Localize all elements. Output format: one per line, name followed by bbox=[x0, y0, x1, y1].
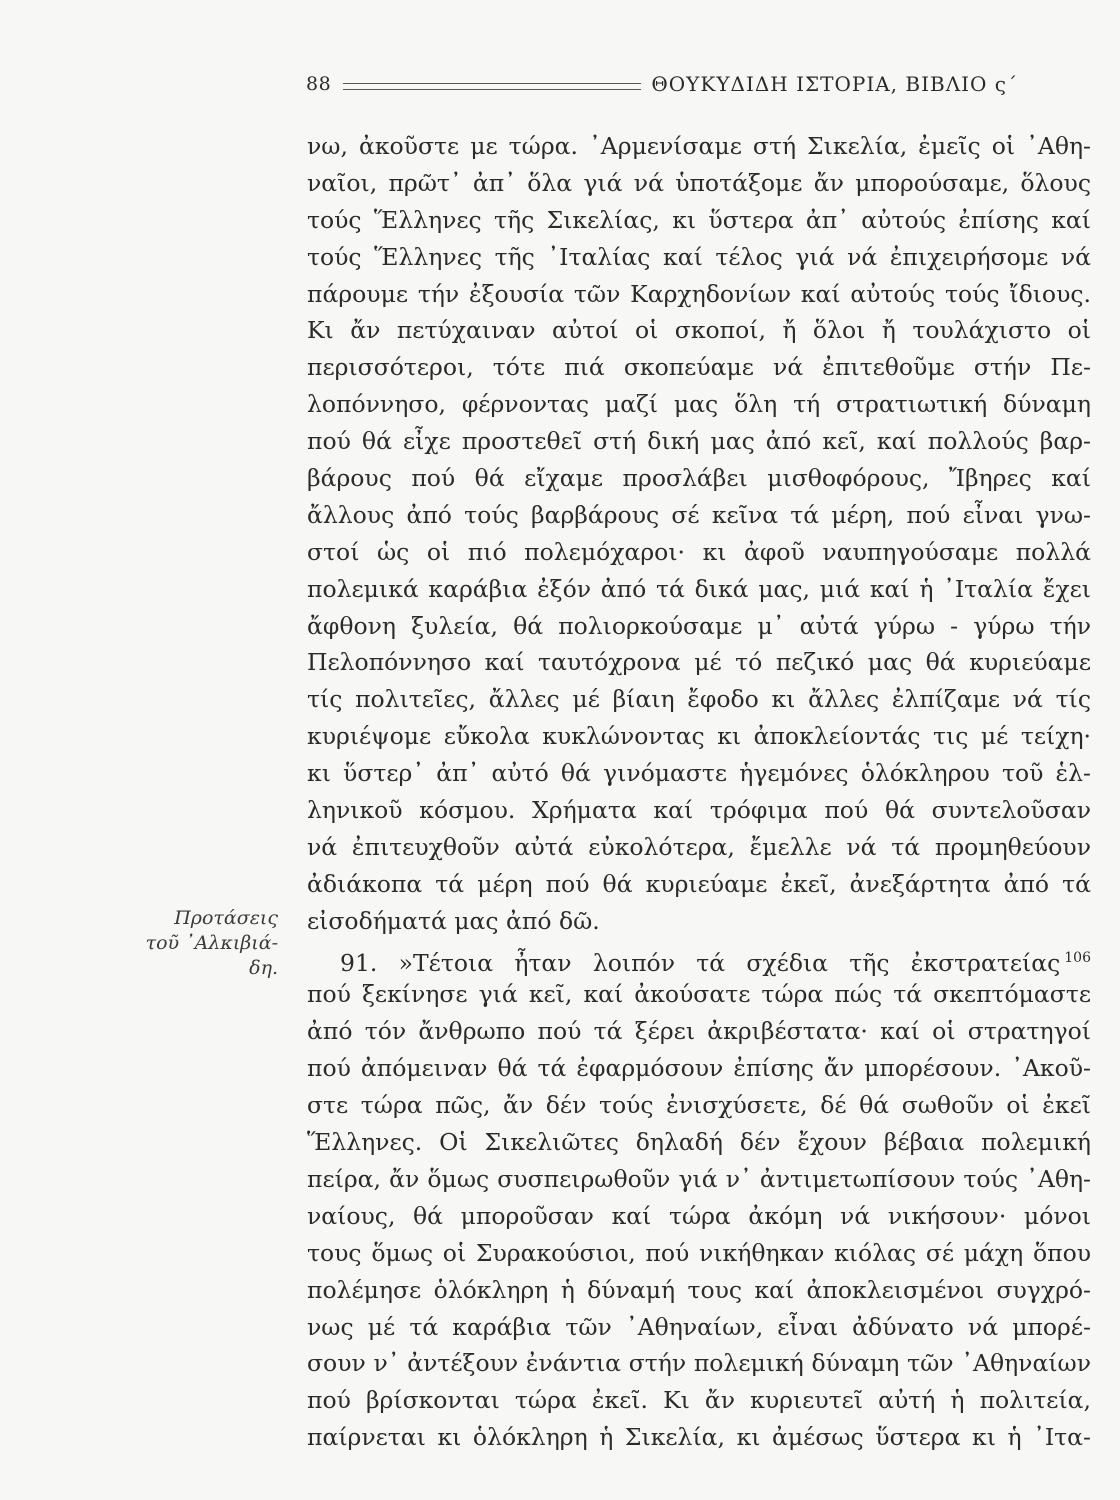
margin-note bbox=[130, 906, 278, 981]
body-text bbox=[307, 128, 1091, 1456]
text-line: στε τώρα πῶς, ἄν δέν τούς ἐνισχύσετε, δέ θά σωθοῦν οἱ ἐκεῖ bbox=[307, 1091, 1091, 1120]
text-line: ναίους, θά μποροῦσαν καί τώρα ἀκόμη νά νικήσουν· μόνοι bbox=[307, 1201, 1091, 1230]
text-line: πείρα, ἄν ὅμως συσπειρωθοῦν γιά ν᾿ ἀντιμετωπίσουν τούς ᾿Αθη- bbox=[307, 1164, 1091, 1193]
text-line: πού ξεκίνησε γιά κεῖ, καί ἀκούσατε τώρα πώς τά σκεπτόμαστε bbox=[307, 980, 1091, 1009]
margin-note-line: τοῦ ᾿Αλκιβιά- bbox=[145, 932, 278, 954]
text-line: Κι ἄν πετύχαιναν αὐτοί οἱ σκοποί, ἤ ὅλοι ἤ τουλάχιστο οἱ bbox=[307, 316, 1091, 345]
text-line: τούς Ἕλληνες τῆς ᾿Ιταλίας καί τέλος γιά νά ἐπιχειρήσομε νά bbox=[307, 242, 1091, 271]
text-line: παίρνεται κι ὁλόκληρη ἡ Σικελία, κι ἀμέσως ὕστερα κι ἡ ᾿Ιτα- bbox=[307, 1423, 1091, 1452]
text-line: περισσότεροι, τότε πιά σκοπεύαμε νά ἐπιτεθοῦμε στήν Πε- bbox=[307, 353, 1091, 382]
text-line: Ἕλληνες. Οἱ Σικελιῶτες δηλαδή δέν ἔχουν βέβαια πολεμική bbox=[307, 1128, 1091, 1157]
text-line: βάρους πού θά εἴχαμε προσλάβει μισθοφόρους, Ἴβηρες καί bbox=[307, 464, 1091, 493]
text-line: νω, ἀκοῦστε με τώρα. ᾿Αρμενίσαμε στή Σικελία, ἐμεῖς οἱ ᾿Αθη- bbox=[307, 132, 1091, 160]
text-line: ναῖοι, πρῶτ᾿ ἀπ᾿ ὅλα γιά νά ὑποτάξομε ἄν μπορούσαμε, ὅλους bbox=[307, 168, 1091, 197]
text-line: τίς πολιτεῖες, ἄλλες μέ βίαιη ἔφοδο κι ἄλλες ἐλπίζαμε νά τίς bbox=[307, 685, 1091, 714]
page-number: 88 bbox=[306, 73, 332, 95]
text-line: λοπόννησο, φέρνοντας μαζί μας ὅλη τή στρατιωτική δύναμη bbox=[307, 390, 1091, 419]
text-line: ἀδιάκοπα τά μέρη πού θά κυριεύαμε ἐκεῖ, ἀνεξάρτητα ἀπό τά bbox=[307, 869, 1091, 898]
running-title: ΘΟΥΚΥΔΙΔΗ ΙΣΤΟΡΙΑ, ΒΙΒΛΙΟ ς΄ bbox=[651, 72, 1018, 96]
text-line: ἄλλους ἀπό τούς βαρβάρους σέ κεῖνα τά μέρη, πού εἶναι γνω- bbox=[307, 500, 1091, 529]
text-line: πάρουμε τήν ἐξουσία τῶν Καρχηδονίων καί αὐτούς τούς ἴδιους. bbox=[307, 279, 1091, 308]
text-line: Πελοπόννησο καί ταυτόχρονα μέ τό πεζικό μας θά κυριεύαμε bbox=[307, 648, 1091, 677]
text-line: ληνικοῦ κόσμου. Χρήματα καί τρόφιμα πού θά συντελοῦσαν bbox=[307, 796, 1091, 825]
text-line-section-91 bbox=[307, 940, 1091, 977]
text-line: πού βρίσκονται τώρα ἐκεῖ. Κι ἄν κυριευτεῖ αὐτή ἡ πολιτεία, bbox=[307, 1386, 1091, 1415]
section-91-text: 91. »Τέτοια ἦταν λοιπόν τά σχέδια τῆς ἐκστρατείας bbox=[340, 948, 1061, 977]
text-line: κυριέψομε εὔκολα κυκλώνοντας κι ἀποκλείοντάς τις μέ τείχη· bbox=[307, 722, 1091, 751]
text-line: πού ἀπόμειναν θά τά ἐφαρμόσουν ἐπίσης ἄν μπορέσουν. ᾿Ακοῦ- bbox=[307, 1054, 1091, 1083]
header-double-rule bbox=[343, 83, 641, 90]
footnote-reference[interactable]: 106 bbox=[1064, 949, 1091, 966]
text-line: ἀπό τόν ἄνθρωπο πού τά ξέρει ἀκριβέστατα· καί οἱ στρατηγοί bbox=[307, 1017, 1091, 1046]
text-line: ἄφθονη ξυλεία, θά πολιορκούσαμε μ᾿ αὐτά γύρω - γύρω τήν bbox=[307, 611, 1091, 640]
text-line: νά ἐπιτευχθοῦν αὐτά εὐκολότερα, ἔμελλε νά τά προμηθεύουν bbox=[307, 832, 1091, 861]
text-line: τους ὅμως οἱ Συρακούσιοι, πού νικήθηκαν κιόλας σέ μάχη ὅπου bbox=[307, 1238, 1091, 1267]
margin-note-line: δη. bbox=[249, 957, 278, 979]
text-line: πού θά εἶχε προστεθεῖ στή δική μας ἀπό κεῖ, καί πολλούς βαρ- bbox=[307, 427, 1091, 456]
text-line: στοί ὡς οἱ πιό πολεμόχαροι· κι ἀφοῦ ναυπηγούσαμε πολλά bbox=[307, 537, 1091, 566]
margin-note-line: Προτάσεις bbox=[174, 907, 278, 929]
page-header bbox=[306, 68, 1018, 100]
text-line: νως μέ τά καράβια τῶν ᾿Αθηναίων, εἶναι ἀδύνατο νά μπορέ- bbox=[307, 1312, 1091, 1341]
text-line: πολέμησε ὁλόκληρη ἡ δύναμή τους καί ἀποκλεισμένοι συγχρό- bbox=[307, 1275, 1091, 1304]
text-line: κι ὕστερ᾿ ἀπ᾿ αὐτό θά γινόμαστε ἡγεμόνες ὁλόκληρου τοῦ ἑλ- bbox=[307, 759, 1091, 788]
text-line: πολεμικά καράβια ἐξόν ἀπό τά δικά μας, μιά καί ἡ ᾿Ιταλία ἔχει bbox=[307, 574, 1091, 603]
text-line: εἰσοδήματά μας ἀπό δῶ. bbox=[307, 906, 600, 935]
text-line: σουν ν᾿ ἀντέξουν ἐνάντια στήν πολεμική δύναμη τῶν ᾿Αθηναίων bbox=[307, 1349, 1091, 1378]
text-line: τούς Ἕλληνες τῆς Σικελίας, κι ὕστερα ἀπ᾿ αὐτούς ἐπίσης καί bbox=[307, 205, 1091, 234]
